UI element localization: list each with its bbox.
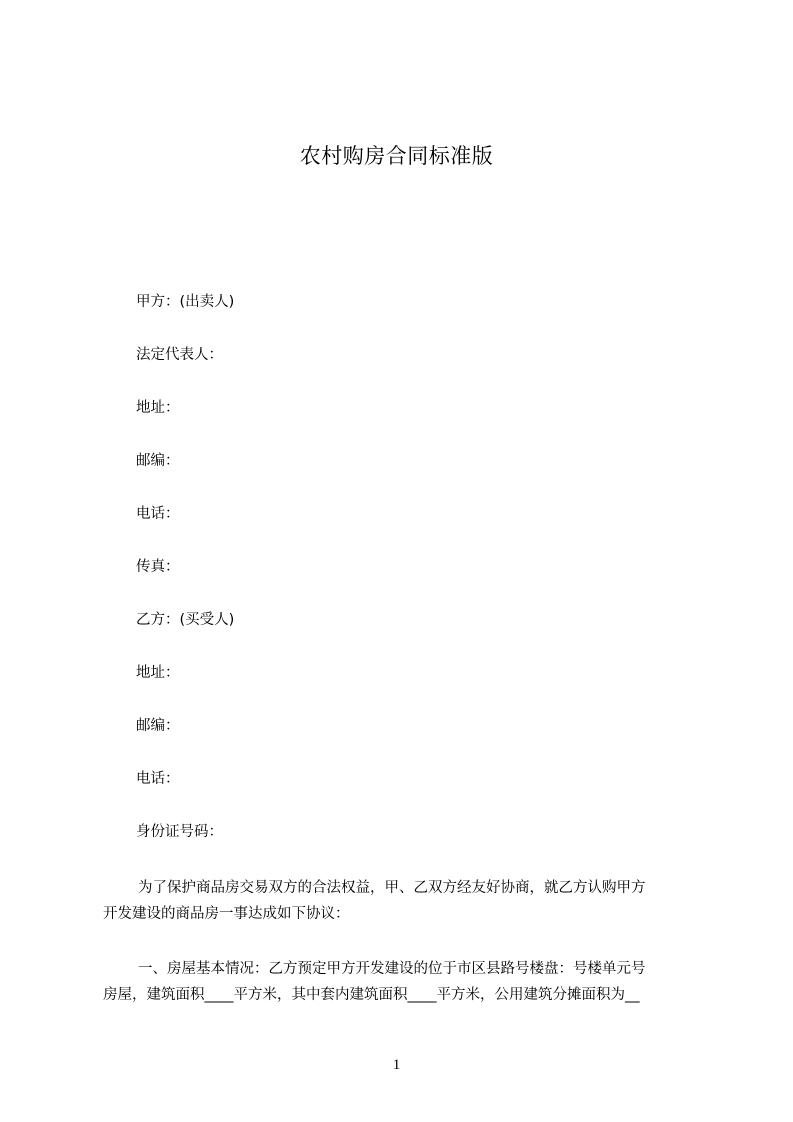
- section-1-paragraph: [103, 956, 703, 1008]
- party-a-postcode-field: 邮编：: [136, 453, 180, 469]
- section-1-line-1: 一、房屋基本情况：乙方预定甲方开发建设的位于市区县路号楼盘：号楼单元号: [138, 961, 646, 977]
- intro-paragraph: [103, 875, 703, 927]
- party-a-phone-field: 电话：: [136, 506, 180, 522]
- party-b-postcode-field: 邮编：: [136, 718, 180, 734]
- intro-line-1: 为了保护商品房交易双方的合法权益，甲、乙双方经友好协商，就乙方认购甲方: [138, 880, 646, 896]
- party-a-field: 甲方：(出卖人): [136, 294, 235, 310]
- party-a-fax-field: 传真：: [136, 559, 180, 575]
- party-b-address-field: 地址：: [136, 665, 180, 681]
- party-a-address-field: 地址：: [136, 400, 180, 416]
- id-number-field: 身份证号码：: [136, 824, 223, 840]
- page-number: 1: [392, 1057, 401, 1073]
- party-b-field: 乙方：(买受人): [136, 612, 235, 628]
- document-title: 农村购房合同标准版: [299, 144, 494, 168]
- party-b-phone-field: 电话：: [136, 771, 180, 787]
- intro-line-2: 开发建设的商品房一事达成如下协议：: [103, 906, 350, 922]
- legal-representative-field: 法定代表人：: [136, 347, 223, 363]
- section-1-line-2: 房屋，建筑面积____平方米，其中套内建筑面积____平方米，公用建筑分摊面积为__: [103, 987, 640, 1003]
